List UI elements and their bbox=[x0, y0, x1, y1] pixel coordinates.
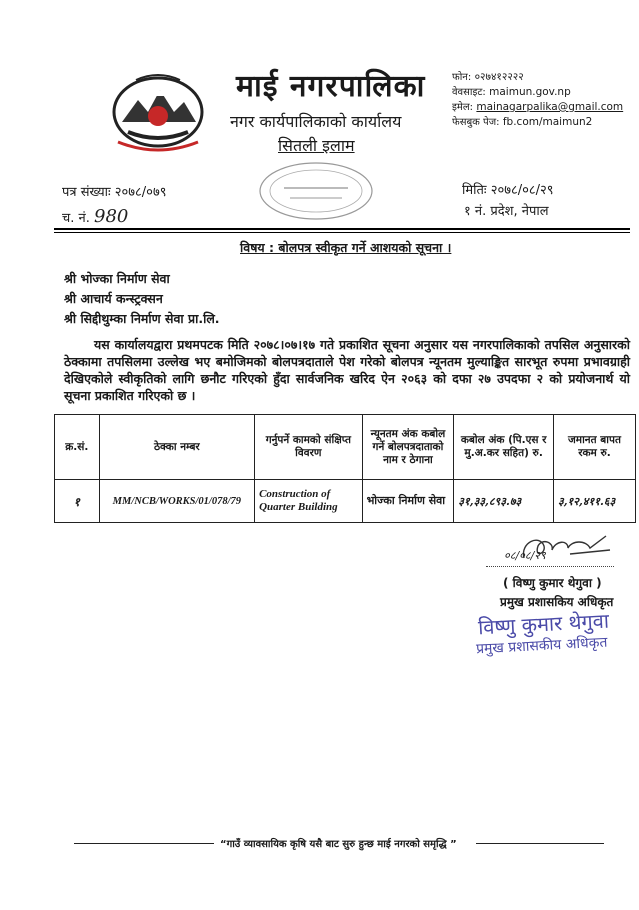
cell-bidder: भोज्का निर्माण सेवा bbox=[362, 480, 454, 523]
contact-block bbox=[452, 70, 623, 130]
header-divider-thin bbox=[54, 232, 630, 233]
website-line[interactable]: वेवसाइट: maimun.gov.np bbox=[452, 86, 571, 98]
dispatch-number-handwritten: 980 bbox=[94, 206, 129, 227]
letter-date: मितिः २०७८/०८/२९ bbox=[462, 183, 554, 198]
cell-contract-no: MM/NCB/WORKS/01/078/79 bbox=[99, 480, 255, 523]
office-subtitle: नगर कार्यपालिकाको कार्यालय bbox=[230, 112, 402, 131]
col-header-security: जमानत बापत रकम रु. bbox=[553, 415, 635, 480]
officer-name: ( विष्णु कुमार थेगुवा ) bbox=[503, 576, 602, 590]
municipality-emblem-icon bbox=[108, 72, 208, 158]
phone-line: फोन: ०२७४१२२२२ bbox=[452, 71, 524, 83]
table-row bbox=[55, 480, 636, 523]
col-header-serial: क्र.सं. bbox=[55, 415, 100, 480]
province-address: १ नं. प्रदेश, नेपाल bbox=[464, 204, 549, 219]
email-line[interactable]: इमेल: mainagarpalika@gmail.com bbox=[452, 101, 624, 113]
bidder-3: श्री सिद्दीथुम्का निर्माण सेवा प्रा.लि. bbox=[64, 311, 220, 326]
footer-rule-right bbox=[476, 843, 604, 844]
office-stamp-icon bbox=[256, 158, 376, 224]
notice-body: यस कार्यालयद्वारा प्रथमपटक मिति २०७८।०७।१७ गते प्रकाशित सूचना अनुसार यस नगरपालिकाको तपसिल अनुसारको ठेक्कामा तपसिलमा उल्लेख भए बमोजिमको बोलपत्रदाताले पेश गरेको बोलपत्र न्यूनतम मुल्याङ्कित सारभूत रुपमा प्रभावग्राही देखिएकोले स्वीकृतिको लागि छनौट गरिएको हुँदा सार्वजनिक खरिद ऐन २०६३ को दफा २७ उपदफा २ को प्रयोजनार्थ यो सूचना प्रकाशित गरिएको छ । bbox=[64, 337, 630, 403]
facebook-line[interactable]: फेसबुक पेज: fb.com/maimun2 bbox=[452, 116, 593, 128]
bidder-2: श्री आचार्य कन्स्ट्रक्सन bbox=[64, 291, 163, 306]
cell-work: Construction of Quarter Building bbox=[255, 480, 362, 523]
col-header-work: गर्नुपर्ने कामको संक्षिप्त विवरण bbox=[255, 415, 362, 480]
dispatch-number: च. नं. 980 bbox=[62, 206, 129, 227]
bidder-1: श्री भोज्का निर्माण सेवा bbox=[64, 271, 170, 286]
title-stamp: प्रमुख प्रशासकीय अधिकृत bbox=[475, 634, 608, 658]
cell-bid-amount: ३१,३३,८९३.७३ bbox=[454, 480, 554, 523]
col-header-bid-amount: कबोल अंक (पि.एस र मु.अ.कर सहित) रु. bbox=[454, 415, 554, 480]
office-place: सितली इलाम bbox=[278, 136, 355, 155]
officer-title: प्रमुख प्रशासकिय अधिकृत bbox=[500, 595, 614, 609]
col-header-contract-no: ठेक्का नम्बर bbox=[99, 415, 255, 480]
table-header-row bbox=[55, 415, 636, 480]
header-divider bbox=[54, 228, 630, 230]
cell-security: ३,१२,४११.६३ bbox=[553, 480, 635, 523]
cell-serial: १ bbox=[55, 480, 100, 523]
notice-subject: विषय : बोलपत्र स्वीकृत गर्ने आशयको सूचना । bbox=[240, 240, 452, 255]
contract-table bbox=[54, 414, 636, 523]
footer-slogan: “गाउँ व्यावसायिक कृषि यसै बाट सुरु हुन्छ माई नगरको समृद्धि ” bbox=[220, 839, 457, 850]
letter-number: पत्र संख्याः २०७८/०७९ bbox=[62, 185, 167, 200]
footer-rule-left bbox=[74, 843, 214, 844]
signature-date: ०८/०८/२९ bbox=[504, 549, 546, 562]
name-stamp: विष्णु कुमार थेगुवा bbox=[477, 608, 610, 640]
col-header-bidder: न्यूनतम अंक कबोल गर्ने बोलपत्रदाताको नाम र ठेगाना bbox=[362, 415, 454, 480]
office-title: माई नगरपालिका bbox=[236, 69, 426, 104]
signature-line bbox=[486, 566, 614, 567]
